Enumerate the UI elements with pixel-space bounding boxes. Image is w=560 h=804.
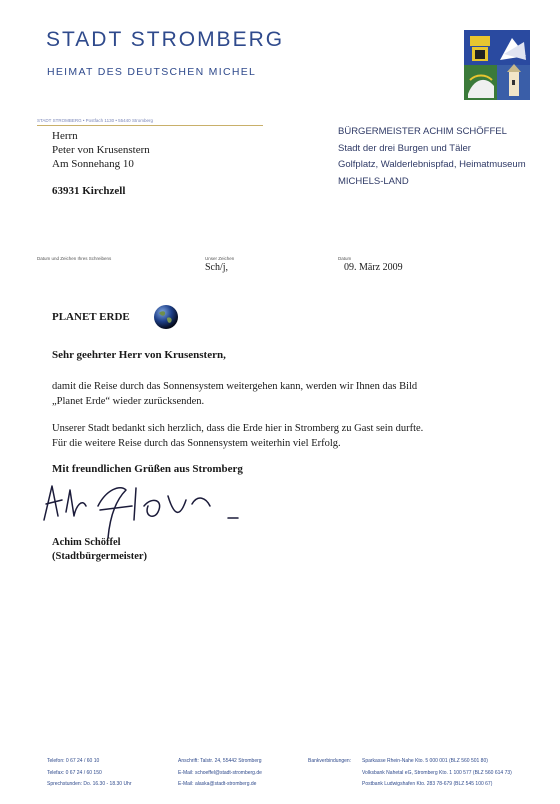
- signer-name: Achim Schöffel: [52, 537, 121, 548]
- sender-underline: [37, 125, 263, 126]
- mayor-info-line: Stadt der drei Burgen und Täler: [338, 142, 471, 154]
- footer-line: Telefax: 0 67 24 / 60 150: [47, 769, 102, 776]
- mayor-info-line: BÜRGERMEISTER ACHIM SCHÖFFEL: [338, 126, 507, 137]
- footer-line: E-Mail: alaska@stadt-stromberg.de: [178, 781, 257, 787]
- handwritten-signature: [40, 476, 250, 542]
- body-line: Unserer Stadt bedankt sich herzlich, dass die Erde hier in Stromberg zu Gast sein durfte.: [52, 423, 424, 434]
- salutation: Sehr geehrter Herr von Krusenstern,: [52, 349, 226, 361]
- sender-return-address: STADT STROMBERG • Postfach 1130 • 55440 Stromberg: [37, 118, 153, 123]
- footer-address: [178, 756, 262, 791]
- recipient-line: Am Sonnehang 10: [52, 158, 134, 170]
- earth-globe-image: [153, 304, 179, 330]
- footer-line: Bankverbindungen:: [308, 758, 352, 764]
- footer-line: Telefon: 0 67 24 / 60 10: [47, 758, 100, 764]
- footer-line: Sparkasse Rhein-Nahe Kto. 5 000 001 (BLZ 560 501 80): [362, 758, 488, 764]
- mayor-info-line: Golfplatz, Walderlebnispfad, Heimatmuseum: [338, 159, 526, 170]
- body-line: damit die Reise durch das Sonnensystem weitergehen kann, werden wir Ihnen das Bild: [52, 381, 418, 392]
- subject-line: PLANET ERDE: [52, 311, 130, 323]
- your-reference-label: Datum und Zeichen Ihres Schreibens: [37, 256, 112, 261]
- recipient-line: Peter von Krusenstern: [52, 144, 150, 156]
- recipient-city: 63931 Kirchzell: [52, 185, 126, 197]
- footer-line: Volksbank Nahetal eG, Stromberg Kto. 1 100 577 (BLZ 560 614 73): [362, 769, 512, 776]
- recipient-line: Herrn: [52, 130, 78, 142]
- body-paragraph-1: [52, 380, 492, 409]
- footer-line: Anschrift: Talstr. 24, 55442 Stromberg: [178, 758, 262, 764]
- signer-title: (Stadtbürgermeister): [52, 551, 148, 562]
- body-paragraph-2: [52, 422, 492, 451]
- recipient-address: [52, 129, 150, 171]
- date-label: Datum: [338, 256, 352, 261]
- body-line: „Planet Erde“ wieder zurücksenden.: [52, 395, 205, 407]
- city-subtitle: HEIMAT DES DEUTSCHEN MICHEL: [47, 66, 257, 78]
- body-line: Für die weitere Reise durch das Sonnensystem weiterhin viel Erfolg.: [52, 437, 341, 449]
- footer-line: Postbank Ludwigshafen Kto. 283 78-679 (BLZ 545 100 67): [362, 781, 493, 787]
- footer-line: Sprechstunden: Do. 16.30 - 18.30 Uhr: [47, 781, 132, 787]
- coat-of-arms-logo: [464, 30, 530, 100]
- our-reference-value: Sch/j,: [205, 262, 229, 273]
- date-value: 09. März 2009: [344, 262, 403, 273]
- mayor-info-line: MICHELS-LAND: [338, 175, 409, 187]
- mayor-info-block: [338, 124, 526, 190]
- signer-block: [52, 536, 147, 564]
- footer-bank-label: [308, 756, 351, 768]
- city-title: STADT STROMBERG: [46, 28, 285, 51]
- our-reference-label: Unser Zeichen: [205, 256, 235, 261]
- footer-line: E-Mail: schoeffel@stadt-stromberg.de: [178, 769, 262, 776]
- closing-line: Mit freundlichen Grüßen aus Stromberg: [52, 463, 243, 475]
- footer-bank-details: [362, 756, 512, 791]
- footer-contact: [47, 756, 132, 791]
